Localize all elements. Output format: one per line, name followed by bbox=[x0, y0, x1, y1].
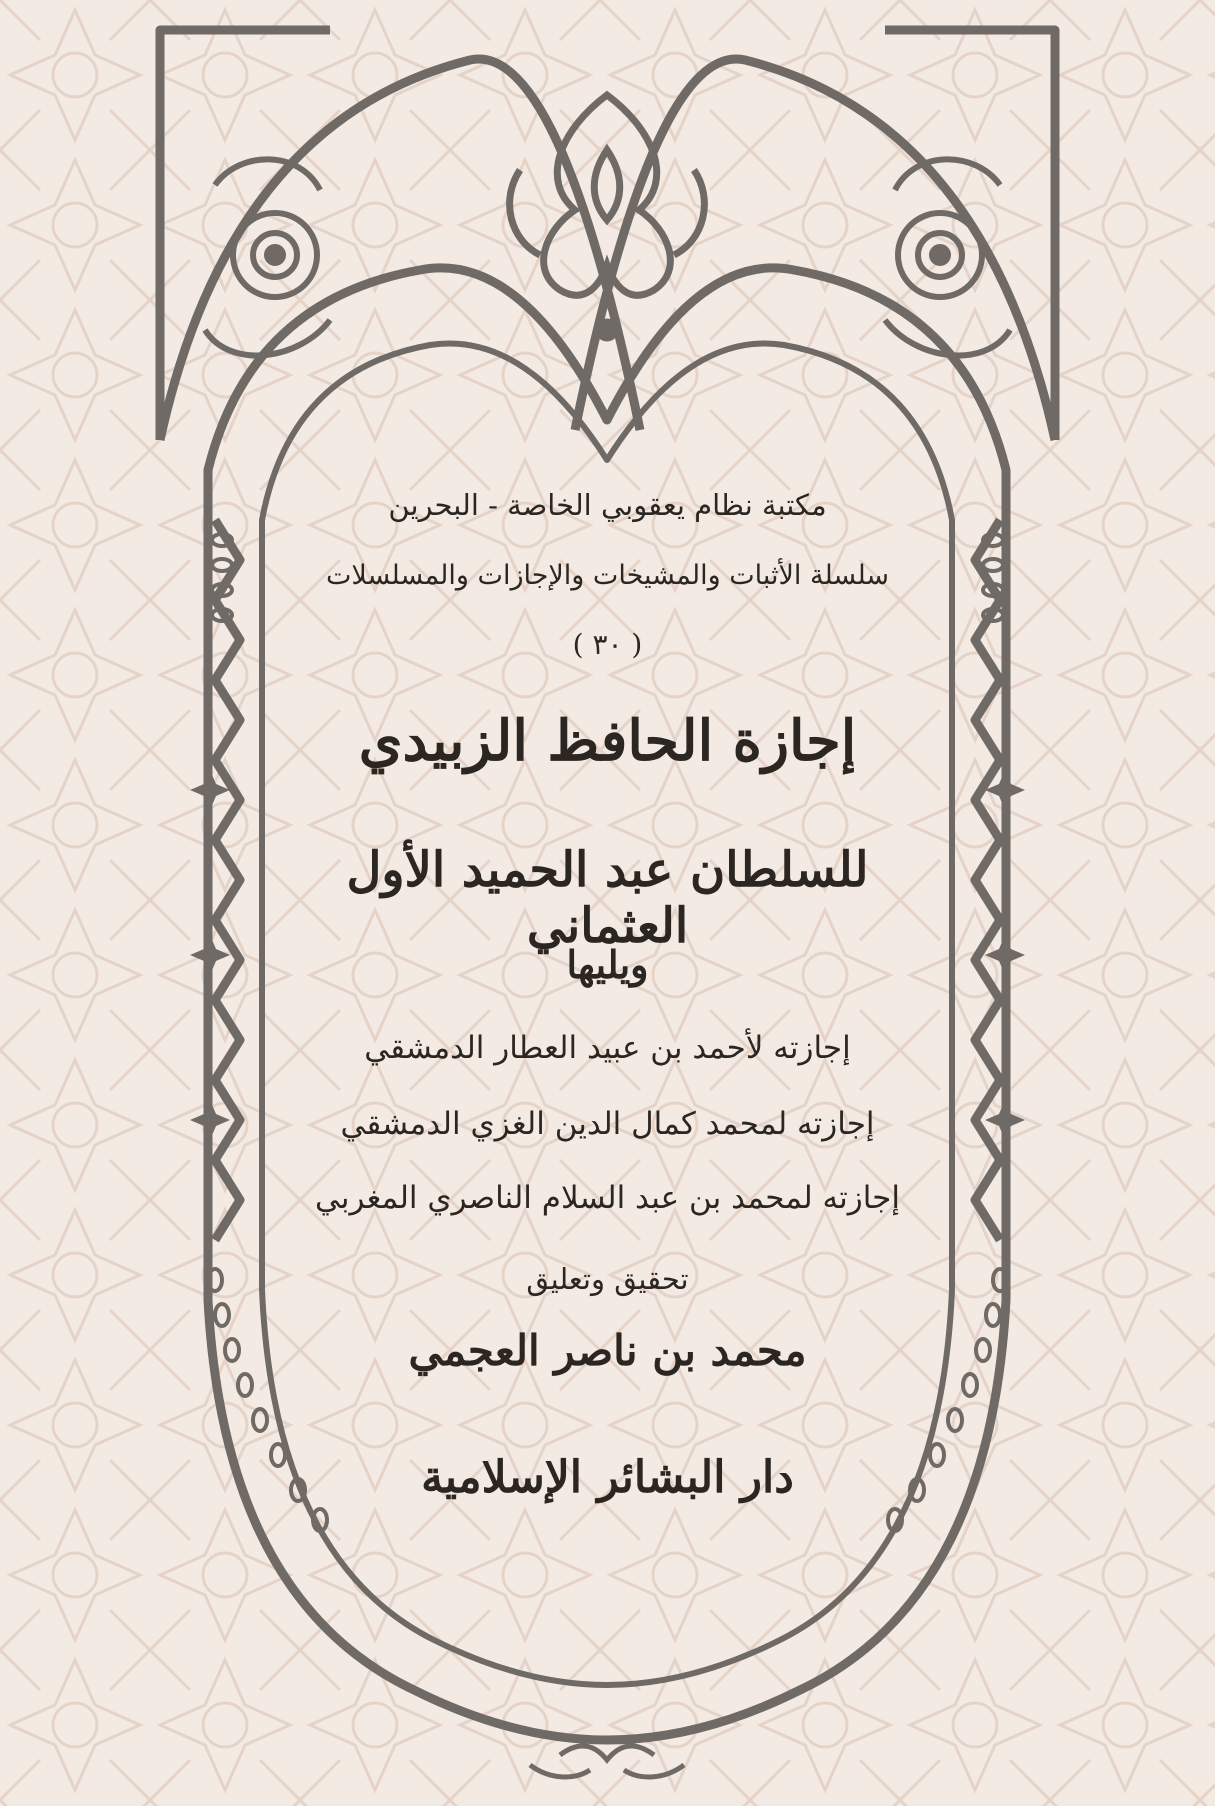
editor-name: محمد بن ناصر العجمي bbox=[408, 1326, 807, 1375]
book-subtitle: للسلطان عبد الحميد الأول العثماني bbox=[346, 842, 869, 954]
editing-label: تحقيق وتعليق bbox=[526, 1262, 689, 1296]
series-line: سلسلة الأثبات والمشيخات والإجازات والمسلسلات bbox=[325, 560, 890, 591]
series-number: ( ٣٠ ) bbox=[572, 628, 643, 661]
publisher-name: دار البشائر الإسلامية bbox=[421, 1452, 794, 1503]
library-line: مكتبة نظام يعقوبي الخاصة - البحرين bbox=[388, 488, 827, 522]
included-work-item: إجازته لمحمد بن عبد السلام الناصري المغربي bbox=[315, 1180, 900, 1216]
book-title: إجازة الحافظ الزبيدي bbox=[358, 708, 857, 774]
followed-by-label: ويليها bbox=[566, 942, 649, 987]
included-work-item: إجازته لمحمد كمال الدين الغزي الدمشقي bbox=[340, 1106, 875, 1142]
bottom-flourish-icon bbox=[530, 1746, 684, 1777]
included-work-item: إجازته لأحمد بن عبيد العطار الدمشقي bbox=[364, 1030, 851, 1066]
